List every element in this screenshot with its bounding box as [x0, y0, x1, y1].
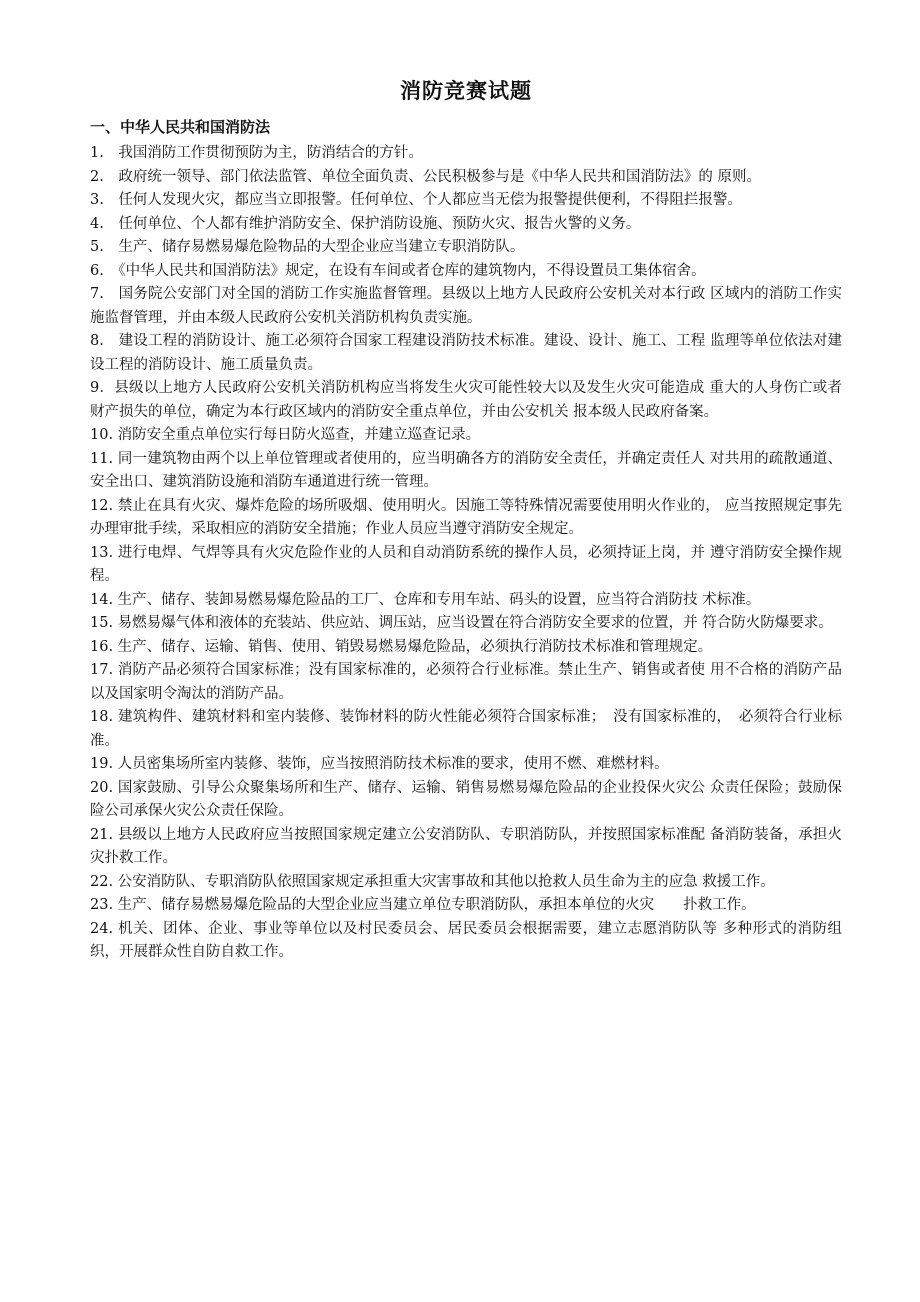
list-item: 10. 消防安全重点单位实行每日防火巡查，并建立巡查记录。 [90, 427, 481, 443]
list-item: 22. 公安消防队、专职消防队依照国家规定承担重大灾害事故和其他以抢救人员生命为主的应急 救援工作。 [90, 873, 775, 890]
list-item: 11. 同一建筑物由两个以上单位管理或者使用的，应当明确各方的消防安全责任，并确定责任人 对共用的疏散通道、安全出口、建筑消防设施和消防车通道进行统一管理。 [90, 450, 842, 490]
list-item: 3. 任何人发现火灾，都应当立即报警。任何单位、个人都应当无偿为报警提供便利，不得阻拦报警。 [90, 192, 742, 208]
list-item: 8. 建设工程的消防设计、施工必须符合国家工程建设消防技术标准。建设、设计、施工、工程 监理等单位依法对建设工程的消防设计、施工质量负责。 [90, 333, 842, 373]
list-item: 18. 建筑构件、建筑材料和室内装修、装饰材料的防火性能必须符合国家标准； 没有国家标准的， 必须符合行业标准。 [90, 709, 842, 749]
list-item: 14. 生产、储存、装卸易燃易爆危险品的工厂、仓库和专用车站、码头的设置，应当符合消防技 术标准。 [90, 591, 761, 608]
list-item: 17. 消防产品必须符合国家标准；没有国家标准的，必须符合行业标准。禁止生产、销售或者使 用不合格的消防产品以及国家明令淘汰的消防产品。 [90, 662, 842, 702]
list-item: 15. 易燃易爆气体和液体的充装站、供应站、调压站，应当设置在符合消防安全要求的位置，并 符合防火防爆要求。 [90, 615, 833, 631]
question-list [90, 142, 842, 965]
list-item: 4. 任何单位、个人都有维护消防安全、保护消防设施、预防火灾、报告火警的义务。 [90, 215, 641, 232]
section-heading: 一、中华人民共和国消防法 [90, 118, 271, 136]
list-item: 7. 国务院公安部门对全国的消防工作实施监督管理。县级以上地方人民政府公安机关对本行政 区域内的消防工作实施监督管理，并由本级人民政府公安机关消防机构负责实施。 [90, 286, 842, 326]
list-item: 2. 政府统一领导、部门依法监管、单位全面负责、公民积极参与是《中华人民共和国消防法》的 原则。 [90, 168, 761, 185]
list-item: 16. 生产、储存、运输、销售、使用、销毁易燃易爆危险品，必须执行消防技术标准和管理规定。 [90, 638, 713, 655]
list-item: 1. 我国消防工作贯彻预防为主，防消结合的方针。 [90, 145, 423, 161]
list-item: 6. 《中华人民共和国消防法》规定，在设有车间或者仓库的建筑物内，不得设置员工集体宿舍。 [90, 262, 706, 279]
list-item: 13. 进行电焊、气焊等具有火灾危险作业的人员和自动消防系统的操作人员，必须持证上岗，并 遵守消防安全操作规程。 [90, 544, 842, 584]
list-item: 19. 人员密集场所室内装修、装饰，应当按照消防技术标准的要求，使用不燃、难燃材料。 [90, 756, 669, 772]
list-item: 9．县级以上地方人民政府公安机关消防机构应当将发生火灾可能性较大以及发生火灾可能造成 重大的人身伤亡或者财产损失的单位，确定为本行政区域内的消防安全重点单位，并由公安机关 报本级人民政府备案。 [90, 380, 842, 420]
page-title: 消防竞赛试题 [400, 78, 532, 103]
list-item: 21. 县级以上地方人民政府应当按照国家规定建立公安消防队、专职消防队，并按照国家标准配 备消防装备，承担火灾扑救工作。 [90, 826, 842, 866]
list-item: 12. 禁止在具有火灾、爆炸危险的场所吸烟、使用明火。因施工等特殊情况需要使用明火作业的， 应当按照规定事先办理审批手续，采取相应的消防安全措施；作业人员应当遵守消防安全规定。 [90, 497, 842, 537]
list-item: 23. 生产、储存易燃易爆危险品的大型企业应当建立单位专职消防队，承担本单位的火灾 扑救工作。 [90, 897, 756, 913]
list-item: 20. 国家鼓励、引导公众聚集场所和生产、储存、运输、销售易燃易爆危险品的企业投保火灾公 众责任保险；鼓励保险公司承保火灾公众责任保险。 [90, 779, 842, 819]
list-item: 5. 生产、储存易燃易爆危险物品的大型企业应当建立专职消防队。 [90, 239, 525, 255]
list-item: 24. 机关、团体、企业、事业等单位以及村民委员会、居民委员会根据需要，建立志愿消防队等 多种形式的消防组织，开展群众性自防自救工作。 [90, 920, 842, 960]
